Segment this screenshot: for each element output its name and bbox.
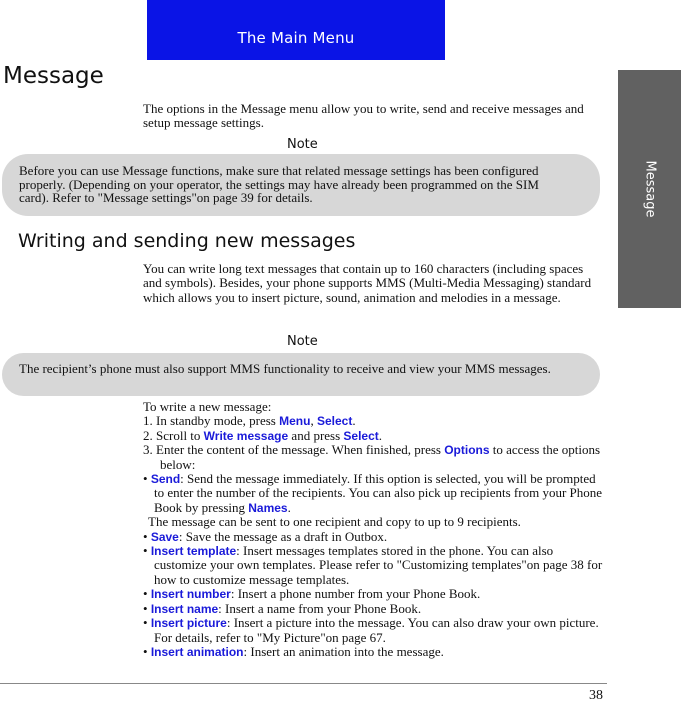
instructions-block	[143, 400, 608, 659]
option-insert-template: • Insert template: Insert messages templates stored in the phone. You can also customize your own templates. Please refer to "Customizing templates"on page 38 for how to customize message templates.	[143, 543, 603, 587]
note-2-text: The recipient’s phone must also support MMS functionality to receive and view your MMS messages.	[19, 361, 551, 376]
option-save: • Save: Save the message as a draft in Outbox.	[143, 528, 388, 544]
option-name: Insert picture	[150, 616, 227, 631]
option-send: • Send: Send the message immediately. If this option is selected, you will be prompted to enter the number of the recipients. You can also pick up recipients from your Phone Book by pressing Names.	[143, 471, 603, 515]
section-title: Message	[3, 63, 104, 89]
option-name: Insert name	[150, 601, 219, 616]
note-2-label: Note	[287, 334, 318, 349]
option-name: Insert number	[150, 587, 231, 602]
subsection-intro: You can write long text messages that contain up to 160 characters (including spaces and symbols). Besides, your phone supports MMS (Multi-Media Messaging) standard which allows you to insert picture, sound, animation and melodies in a message.	[143, 261, 592, 305]
option-insert-picture: • Insert picture: Insert a picture into the message. You can also draw your own picture. For details, refer to "My Picture"on page 67.	[143, 615, 599, 645]
note-1-box	[2, 154, 600, 216]
select-key: Select	[316, 414, 353, 429]
step-1: 1. In standby mode, press Menu, Select.	[143, 413, 356, 429]
option-insert-animation: • Insert animation: Insert an animation into the message.	[143, 643, 444, 659]
note-1-label: Note	[287, 137, 318, 152]
option-name: Send	[150, 472, 181, 487]
option-insert-name: • Insert name: Insert a name from your Phone Book.	[143, 600, 422, 616]
select-key: Select	[343, 428, 379, 443]
option-name: Insert animation	[150, 644, 244, 659]
note-1-text: Before you can use Message functions, make sure that related message settings has been configured properly. (Depending on your operator, the settings may have already been programmed on the SIM card). Refer to "Message settings"on page 39 for details.	[19, 163, 539, 205]
options-key: Options	[444, 443, 490, 458]
chapter-header-tab	[147, 0, 445, 60]
menu-key: Menu	[279, 414, 311, 429]
option-name: Save	[150, 529, 179, 544]
option-insert-number: • Insert number: Insert a phone number from your Phone Book.	[143, 586, 481, 602]
step-2: 2. Scroll to Write message and press Select.	[143, 427, 383, 443]
send-note: The message can be sent to one recipient and copy to up to 9 recipients.	[148, 514, 521, 530]
section-side-tab	[618, 70, 681, 308]
option-name: Insert template	[150, 544, 237, 559]
step-3: 3. Enter the content of the message. When finished, press Options to access the options below:	[143, 442, 601, 472]
subsection-title: Writing and sending new messages	[18, 230, 356, 252]
steps-list	[143, 414, 608, 472]
instructions-lead: To write a new message:	[143, 399, 272, 414]
section-intro: The options in the Message menu allow you to write, send and receive messages and setup message settings.	[143, 101, 584, 131]
page-number: 38	[589, 688, 603, 703]
side-tab-label: Message	[642, 160, 657, 218]
note-2-box	[2, 353, 600, 396]
chapter-title: The Main Menu	[237, 29, 355, 47]
write-message-key: Write message	[203, 428, 289, 443]
footer-divider	[0, 683, 607, 684]
names-key: Names	[248, 500, 288, 515]
